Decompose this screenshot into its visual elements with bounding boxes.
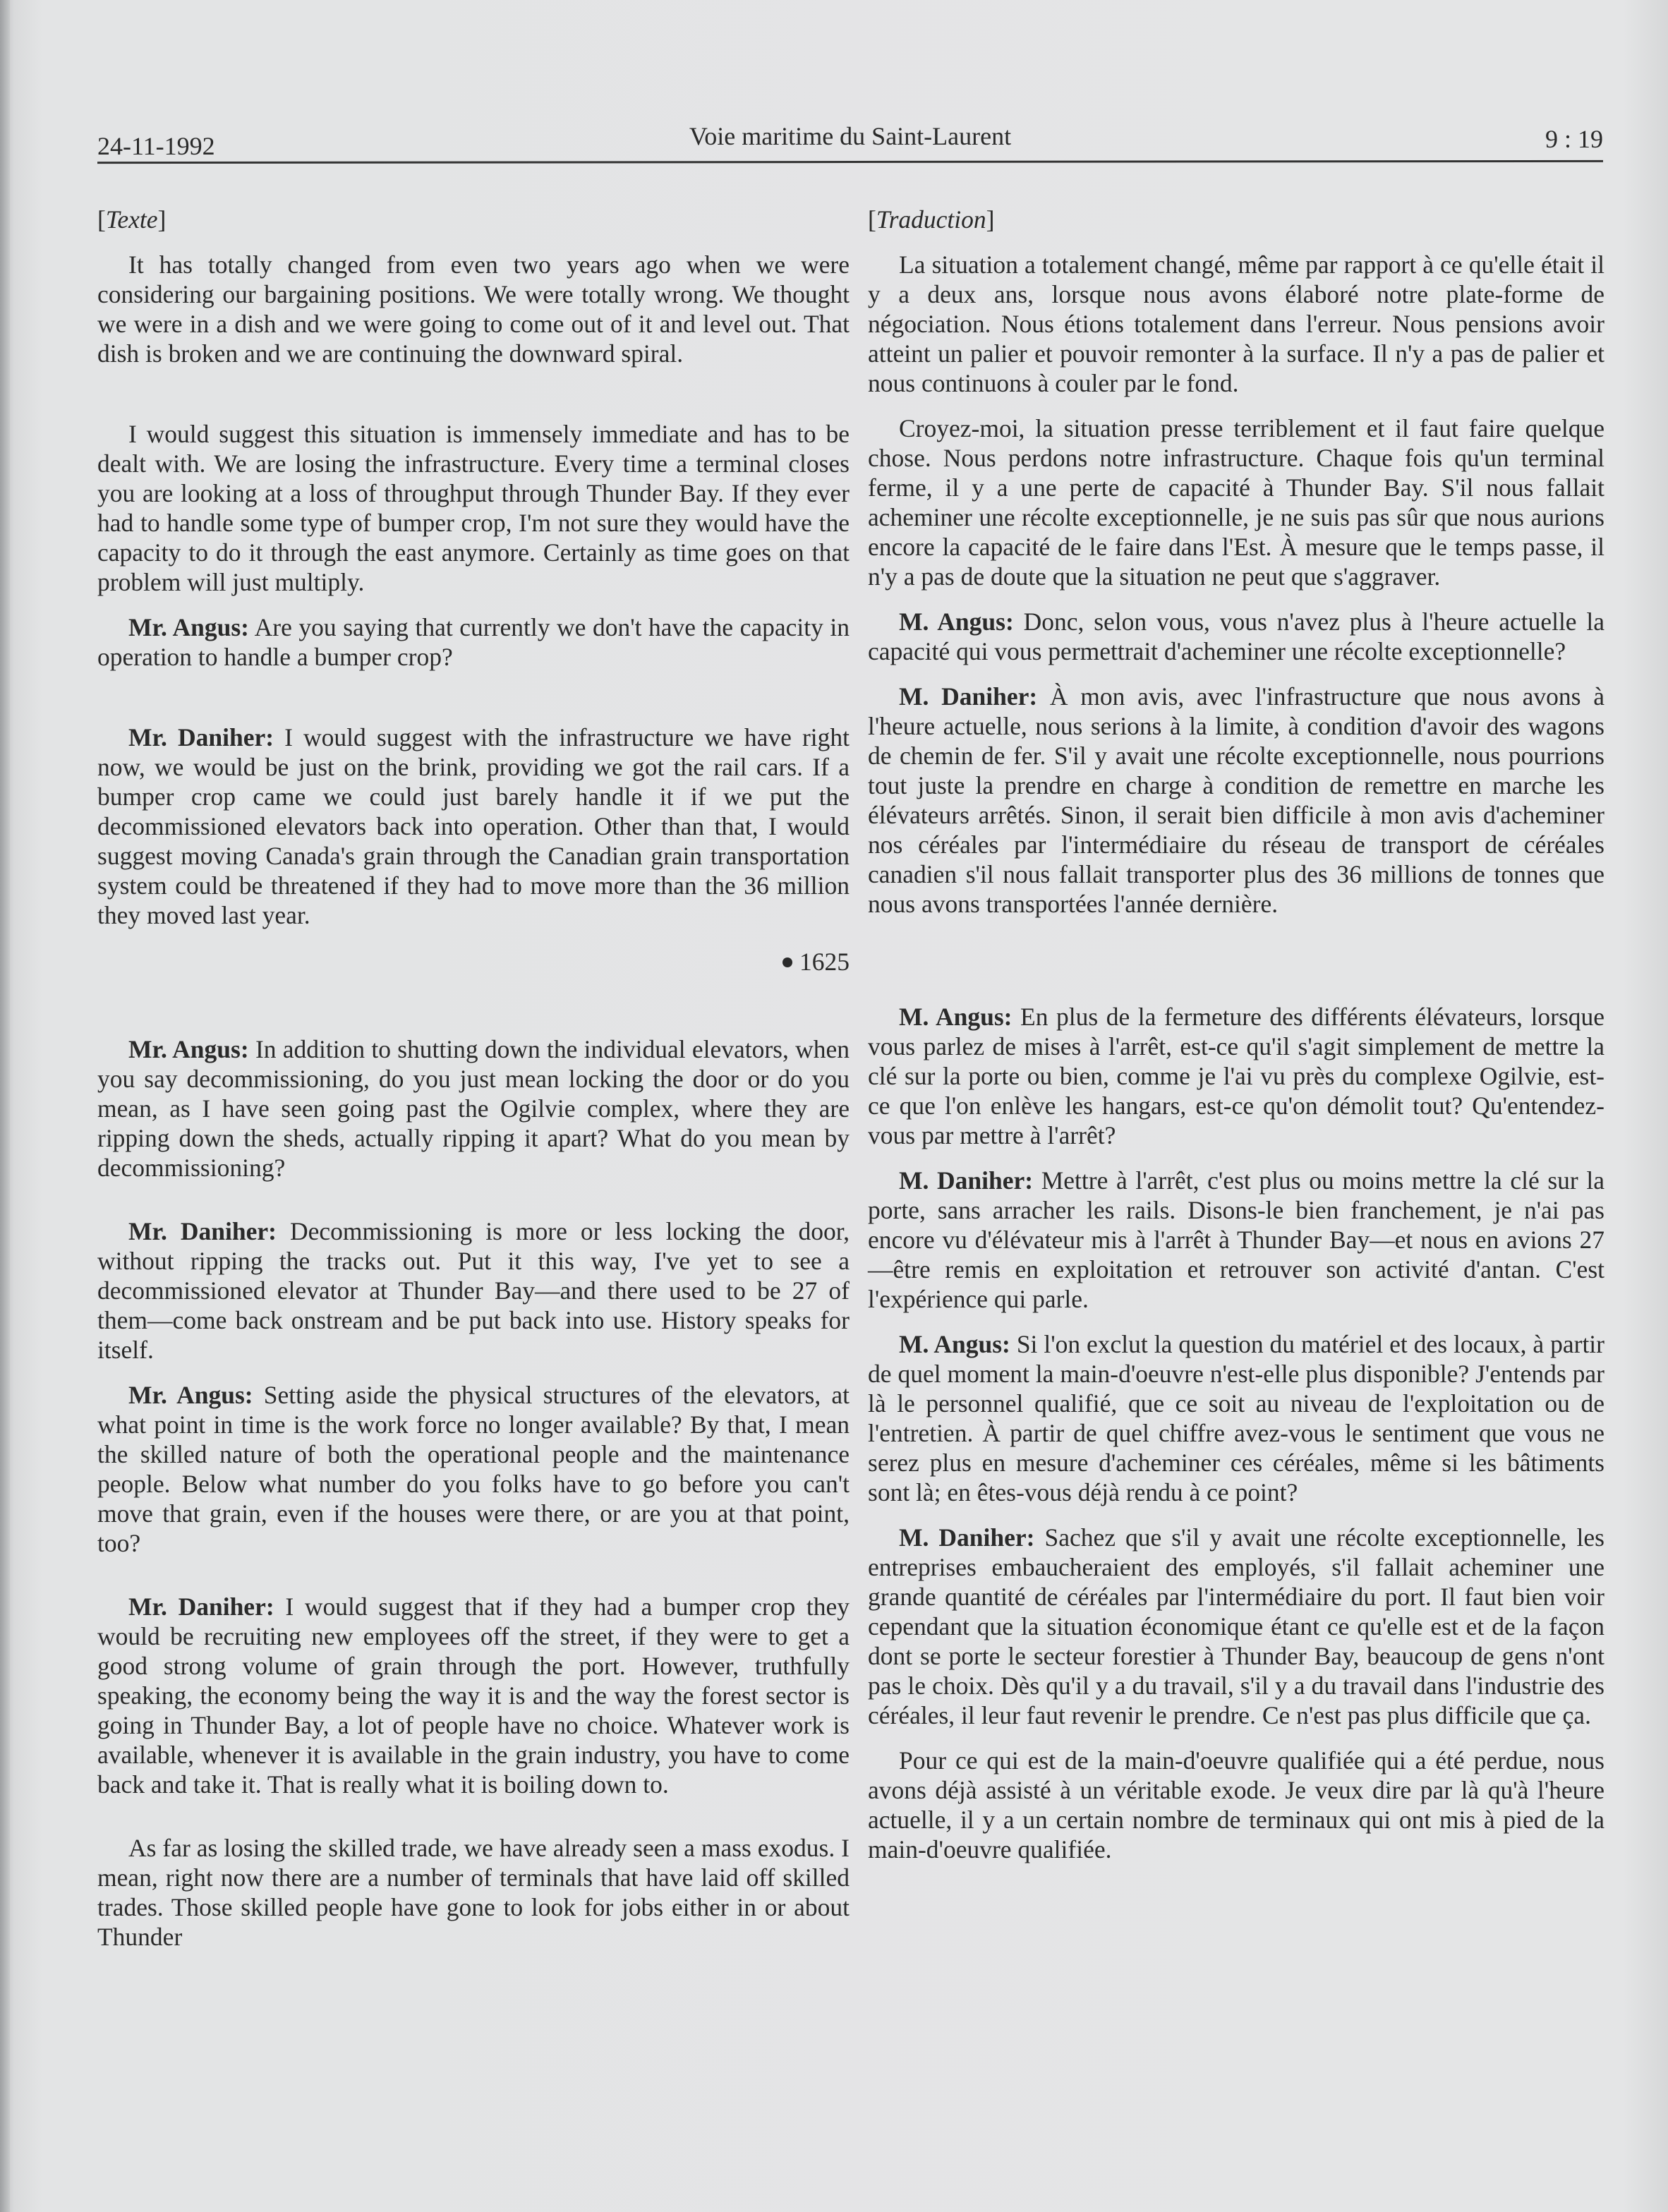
header-date: 24-11-1992	[97, 132, 215, 160]
speaker-paragraph: M. Daniher: Mettre à l'arrêt, c'est plus ou moins mettre la clé sur la porte, sans arracher les rails. Disons-le bien franchement, je n'ai pas encore vu d'élévateur mis à l'arrêt à Thunder Bay—et nous en avions 27—être remis en exploitation et retrouver son activité d'antan. C'est l'expérience qui parle.	[868, 1166, 1604, 1313]
speaker-name: Mr. Daniher:	[128, 1592, 274, 1621]
speaker-paragraph: M. Daniher: À mon avis, avec l'infrastructure que nous avons à l'heure actuelle, nous serions à la limite, à condition d'avoir des wagons de chemin de fer. S'il y avait une récolte exceptionnelle, nous pourrions tout juste la prendre en charge à condition de remettre en marche les élévateurs arrêtés. Sinon, il serait bien difficile à mon avis d'acheminer nos céréales par l'intermédiaire du réseau de transport de céréales canadien s'il nous fallait transporter plus des 36 millions de tonnes que nous avons transportées l'année dernière.	[868, 682, 1604, 918]
header-page-number: 9 : 19	[1545, 125, 1603, 153]
speaker-name: Mr. Daniher:	[128, 723, 274, 751]
speaker-paragraph: Mr. Angus: Setting aside the physical structures of the elevators, at what point in time is the work force no longer available? By that, I mean the skilled nature of both the operational people and the maintenance people. Below what number do you folks have to go before you can't move that grain, even if the houses were there, or are you at that point, too?	[97, 1381, 850, 1557]
french-column	[868, 205, 1604, 1864]
speaker-name: M. Daniher:	[899, 1166, 1034, 1195]
speaker-paragraph: Mr. Angus: Are you saying that currently we don't have the capacity in operation to handle a bumper crop?	[97, 613, 850, 671]
speaker-name: M. Angus:	[899, 608, 1014, 636]
header-title: Voie maritime du Saint-Laurent	[689, 122, 1012, 150]
speaker-name: M. Daniher:	[899, 1523, 1035, 1552]
language-label: [Traduction]	[868, 205, 995, 234]
speaker-name: M. Angus:	[899, 1003, 1013, 1031]
speaker-paragraph: M. Angus: En plus de la fermeture des différents élévateurs, lorsque vous parlez de mises à l'arrêt, est-ce qu'il s'agit simplement de mettre la clé sur la porte ou bien, comme je l'ai vu près du complexe Ogilvie, est-ce que l'on enlève les hangars, est-ce qu'on démolit tout? Qu'entendez-vous par mettre à l'arrêt?	[868, 1003, 1605, 1149]
language-label: [Texte]	[97, 205, 167, 234]
speaker-paragraph: Mr. Daniher: Decommissioning is more or less locking the door, without ripping the tracks out. Put it this way, I've yet to see a decommissioned elevator at Thunder Bay—and there used to be 27 of them—come back onstream and be put back into use. History speaks for itself.	[97, 1217, 850, 1364]
speaker-paragraph: Mr. Daniher: I would suggest that if they had a bumper crop they would be recruiting new employees off the street, if they were to get a good strong volume of grain through the port. However, truthfully speaking, the economy being the way it is and the way the forest sector is going in Thunder Bay, a lot of people have no choice. Whatever work is available, whenever it is available in the grain industry, you have to come back and take it. That is really what it is boiling down to.	[97, 1592, 850, 1799]
speaker-name: M. Angus:	[899, 1330, 1010, 1358]
bullet-icon	[782, 957, 792, 967]
speaker-name: Mr. Angus:	[128, 1035, 249, 1063]
paragraph: Croyez-moi, la situation presse terriblement et il faut faire quelque chose. Nous perdons notre infrastructure. Chaque fois qu'un terminal ferme, il y a une perte de capacité à Thunder Bay. S'il nous fallait acheminer une récolte exceptionnelle, je ne suis pas sûr que nous aurions encore la capacité de le faire dans l'Est. À mesure que le temps passe, il n'y a pas de doute que la situation ne peut que s'aggraver.	[868, 414, 1604, 591]
speaker-paragraph: M. Daniher: Sachez que s'il y avait une récolte exceptionnelle, les entreprises embaucheraient des employés, s'il fallait acheminer une grande quantité de céréales par l'intermédiaire du port. Il faut bien voir cependant que la situation économique étant ce qu'elle est et de la façon dont se porte le secteur forestier à Thunder Bay, beaucoup de gens n'ont pas le choix. Dès qu'il y a du travail, s'il y a du travail dans l'industrie des céréales, il leur faut revenir le prendre. Ce n'est pas plus difficile que ça.	[868, 1523, 1604, 1729]
paragraph: As far as losing the skilled trade, we have already seen a mass exodus. I mean, right now there are a number of terminals that have laid off skilled trades. Those skilled people have gone to look for jobs either in or about Thunder	[97, 1834, 850, 1951]
speaker-paragraph: Mr. Angus: In addition to shutting down the individual elevators, when you say decommissioning, do you just mean locking the door or do you mean, as I have seen going past the Ogilvie complex, where they are ripping down the sheds, actually ripping it apart? What do you mean by decommissioning?	[97, 1035, 850, 1182]
page-header	[97, 119, 1603, 158]
paragraph: La situation a totalement changé, même par rapport à ce qu'elle était il y a deux ans, lorsque nous avons élaboré notre plate-forme de négociation. Nous étions totalement dans l'erreur. Nous pensions avoir atteint un palier et pouvoir remonter à la surface. Il n'y a pas de palier et nous continuons à couler par le fond.	[868, 250, 1604, 397]
speaker-paragraph: Mr. Daniher: I would suggest with the infrastructure we have right now, we would be just on the brink, providing we got the rail cars. If a bumper crop came we could just barely handle it if we put the decommissioned elevators back into operation. Other than that, I would suggest moving Canada's grain through the Canadian grain transportation system could be threatened if they had to move more than the 36 million they moved last year.	[97, 723, 850, 929]
paragraph: It has totally changed from even two years ago when we were considering our bargaining positions. We were totally wrong. We thought we were in a dish and we were going to come out of it and level out. That dish is broken and we are continuing the downward spiral.	[97, 250, 850, 368]
speaker-name: Mr. Angus:	[128, 1381, 253, 1409]
speaker-name: Mr. Daniher:	[128, 1217, 277, 1245]
speaker-paragraph: M. Angus: Si l'on exclut la question du matériel et des locaux, à partir de quel moment la main-d'oeuvre n'est-elle plus disponible? J'entends par là le personnel qualifié, que ce soit au niveau de l'exploitation ou de l'entretien. À partir de quel chiffre avez-vous le sentiment que vous ne serez plus en mesure d'acheminer ces céréales, même si les bâtiments sont là; en êtes-vous déjà rendu à ce point?	[868, 1330, 1604, 1506]
speaker-paragraph: M. Angus: Donc, selon vous, vous n'avez plus à l'heure actuelle la capacité qui vous permettrait d'acheminer une récolte exceptionnelle?	[868, 608, 1605, 665]
header-rule	[97, 160, 1603, 164]
paragraph: I would suggest this situation is immensely immediate and has to be dealt with. We are losing the infrastructure. Every time a terminal closes you are looking at a loss of throughput through Thunder Bay. If they ever had to handle some type of bumper crop, I'm not sure they would have the capacity to do it through the east anymore. Certainly as time goes on that problem will just multiply.	[97, 420, 850, 596]
english-column	[97, 205, 850, 1952]
time-marker: 1625	[97, 947, 850, 977]
speaker-name: Mr. Angus:	[128, 613, 250, 641]
speaker-name: M. Daniher:	[899, 682, 1038, 711]
paragraph: Pour ce qui est de la main-d'oeuvre qualifiée qui a été perdue, nous avons déjà assisté à un véritable exode. Je veux dire par là qu'à l'heure actuelle, il y a un certain nombre de terminaux qui ont mis à pied de la main-d'oeuvre qualifiée.	[868, 1746, 1604, 1863]
